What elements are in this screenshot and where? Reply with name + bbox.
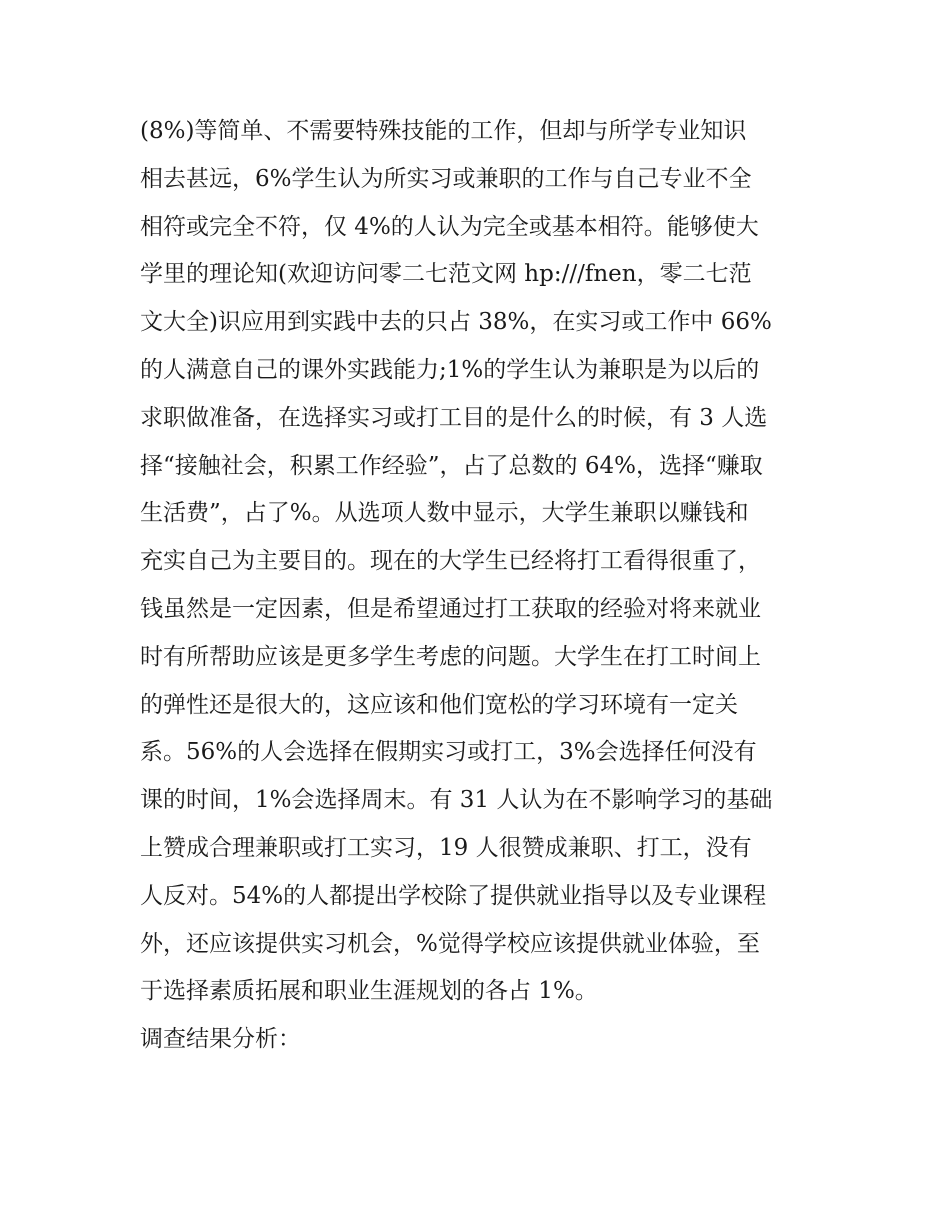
text-line: 生活费”，占了%。从选项人数中显示，大学生兼职以赚钱和 (140, 500, 749, 527)
text-line: 钱虽然是一定因素，但是希望通过打工获取的经验对将来就业 (140, 595, 761, 622)
text-line: 外，还应该提供实习机会，%觉得学校应该提供就业体验，至 (140, 930, 760, 957)
text-line: 于选择素质拓展和职业生涯规划的各占 1%。 (140, 978, 598, 1005)
text-line: 文大全)识应用到实践中去的只占 38%，在实习或工作中 66% (140, 309, 772, 336)
text-line: 的人满意自己的课外实践能力;1%的学生认为兼职是为以后的 (140, 356, 760, 383)
text-line: 系。56%的人会选择在假期实习或打工，3%会选择任何没有 (140, 739, 757, 766)
text-line: 择“接触社会，积累工作经验”，占了总数的 64%，选择“赚取 (140, 452, 763, 479)
text-line: 相去甚远，6%学生认为所实习或兼职的工作与自己专业不全 (140, 165, 752, 192)
text-line: 相符或完全不符，仅 4%的人认为完全或基本相符。能够使大 (140, 213, 759, 240)
text-line: 人反对。54%的人都提出学校除了提供就业指导以及专业课程 (140, 882, 767, 909)
body-text (140, 108, 820, 1064)
text-line: (8%)等简单、不需要特殊技能的工作，但却与所学专业知识 (140, 118, 747, 144)
text-line: 学里的理论知(欢迎访问零二七范文网 hp:///fnen，零二七范 (140, 261, 752, 288)
text-line: 课的时间，1%会选择周末。有 31 人认为在不影响学习的基础 (140, 787, 773, 814)
text-line: 求职做准备，在选择实习或打工目的是什么的时候，有 3 人选 (140, 404, 768, 431)
text-line: 充实自己为主要目的。现在的大学生已经将打工看得很重了， (140, 548, 761, 575)
text-line: 上赞成合理兼职或打工实习，19 人很赞成兼职、打工，没有 (140, 834, 752, 861)
section-heading: 调查结果分析： (140, 1026, 301, 1053)
text-line: 时有所帮助应该是更多学生考虑的问题。大学生在打工时间上 (140, 643, 761, 670)
text-line: 的弹性还是很大的，这应该和他们宽松的学习环境有一定关 (140, 691, 738, 718)
